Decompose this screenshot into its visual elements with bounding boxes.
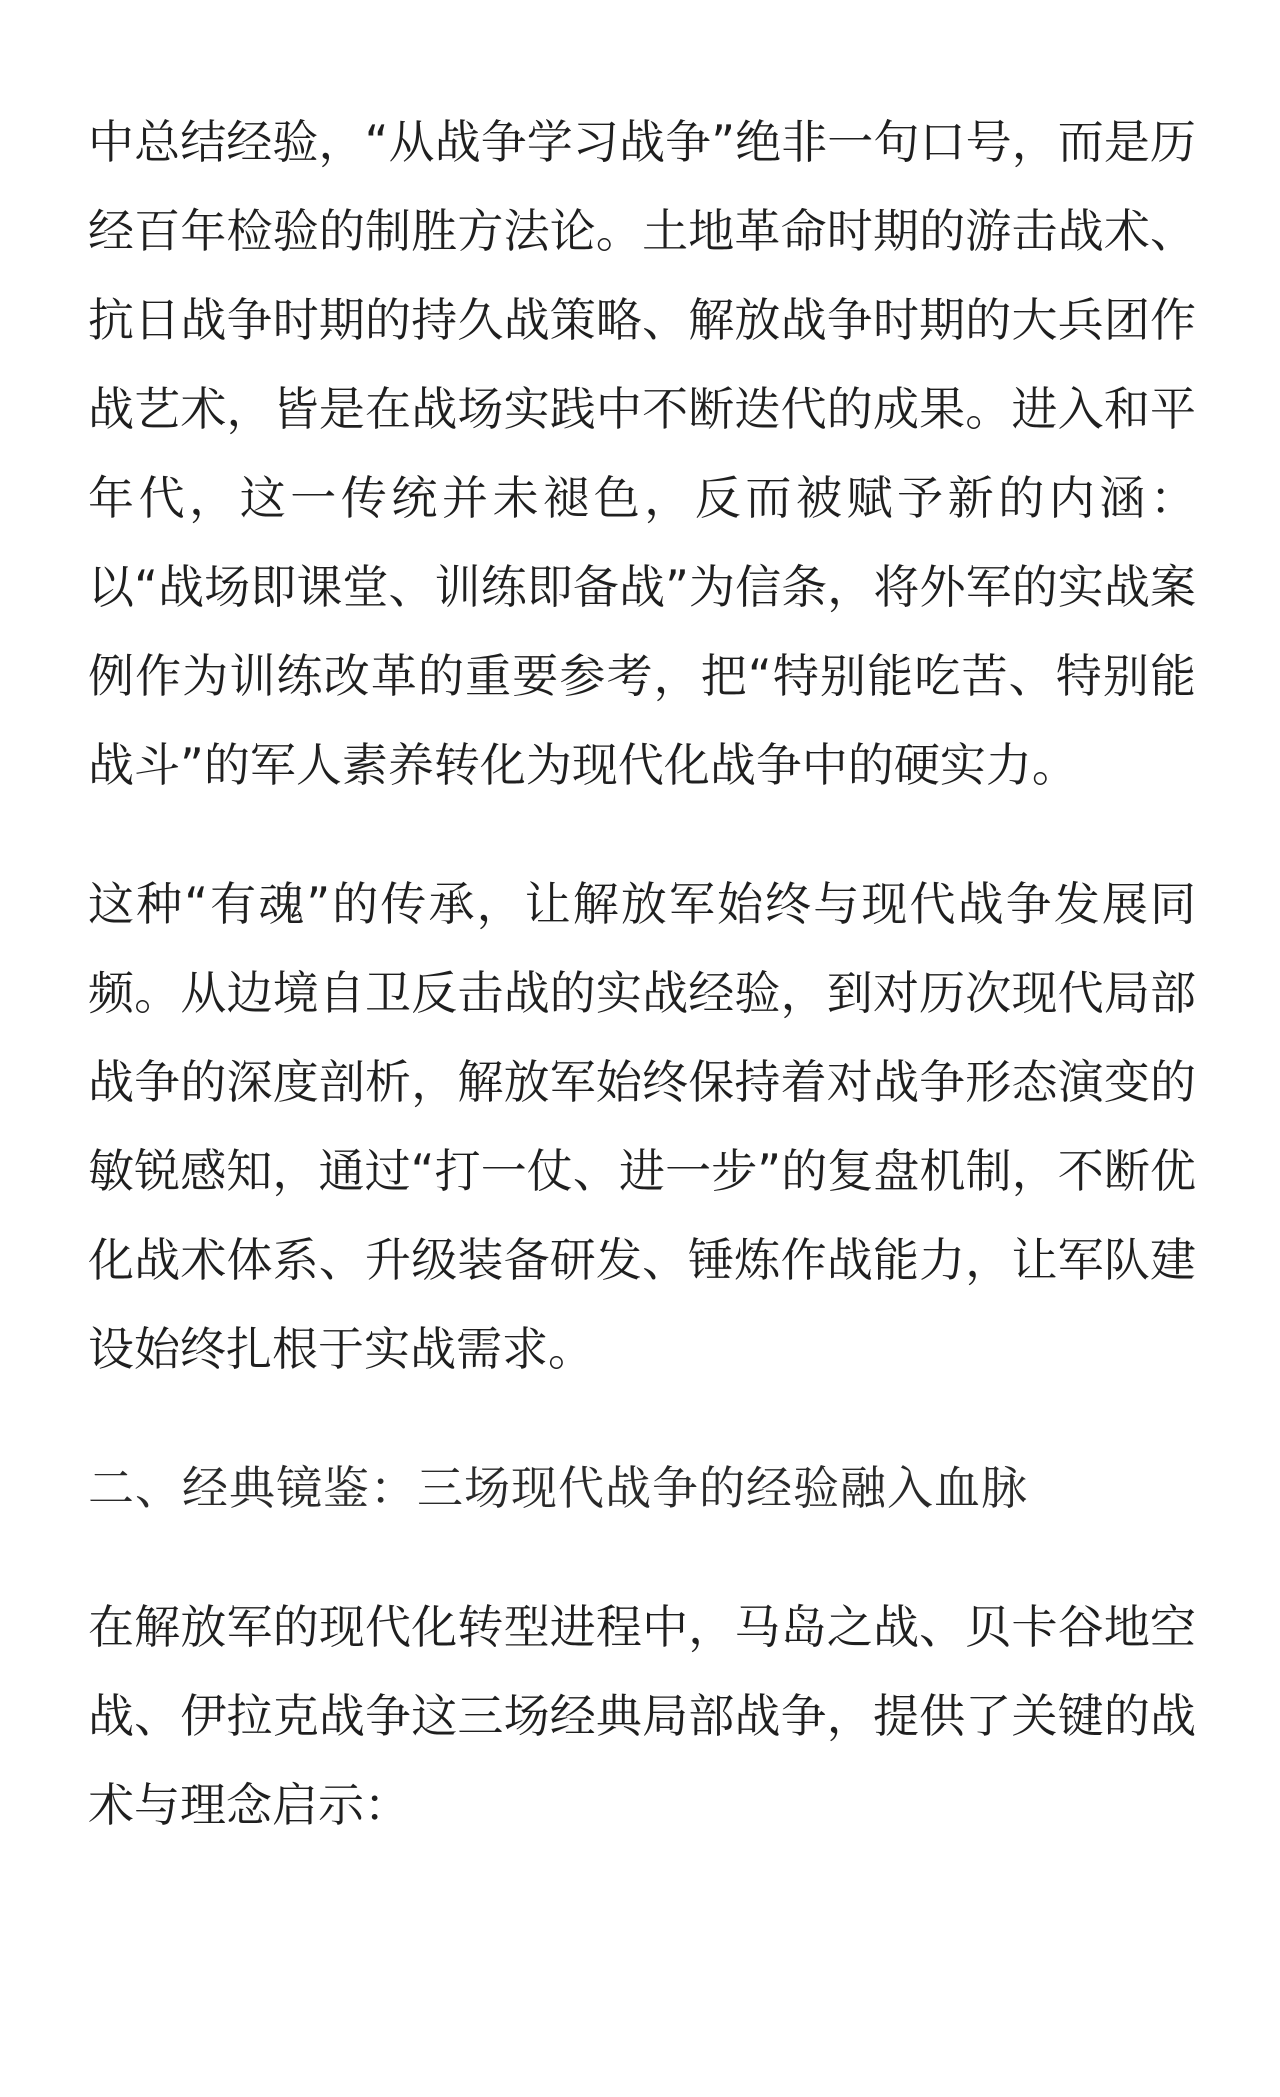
article-body — [88, 98, 1196, 1900]
section-heading: 二、经典镜鉴：三场现代战争的经验融入血脉 — [88, 1461, 1028, 1515]
paragraph-1: 中总结经验，“从战争学习战争”绝非一句口号，而是历经百年检验的制胜方法论。土地革命时期的游击战术、抗日战争时期的持久战策略、解放战争时期的大兵团作战艺术，皆是在战场实践中不断迭代的成果。进入和平年代，这一传统并未褪色，反而被赋予新的内涵：以“战场即课堂、训练即备战”为信条，将外军的实战案例作为训练改革的重要参考，把“特别能吃苦、特别能战斗”的军人素养转化为现代化战争中的硬实力。 — [88, 115, 1196, 792]
paragraph-3: 在解放军的现代化转型进程中，马岛之战、贝卡谷地空战、伊拉克战争这三场经典局部战争，提供了关键的战术与理念启示： — [88, 1600, 1196, 1832]
paragraph-2: 这种“有魂”的传承，让解放军始终与现代战争发展同频。从边境自卫反击战的实战经验，到对历次现代局部战争的深度剖析，解放军始终保持着对战争形态演变的敏锐感知，通过“打一仗、进一步”的复盘机制，不断优化战术体系、升级装备研发、锤炼作战能力，让军队建设始终扎根于实战需求。 — [88, 877, 1196, 1376]
